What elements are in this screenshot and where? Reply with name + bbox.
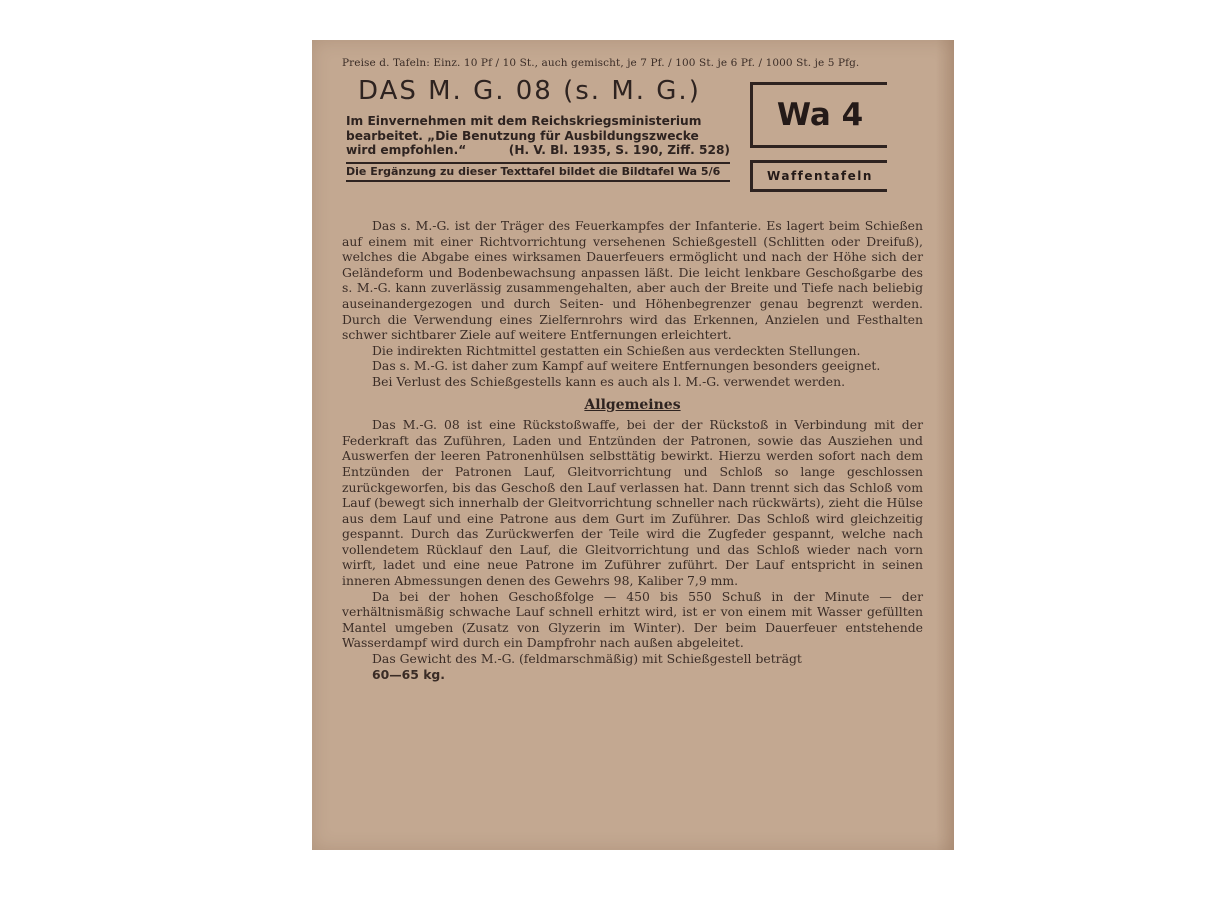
intro-paragraph-4: Bei Verlust des Schießgestells kann es auch als l. M.-G. verwendet werden. — [372, 373, 846, 389]
intro-paragraph-3: Das s. M.-G. ist daher zum Kampf auf weitere Entfernungen besonders geeignet. — [372, 358, 881, 374]
paper-edge-shadow — [936, 40, 954, 850]
document-sheet — [312, 40, 954, 850]
weight-value: 60—65 kg. — [372, 666, 446, 682]
approval-note — [346, 114, 730, 158]
approval-line-3-text: wird empfohlen.“ — [346, 143, 467, 157]
intro-paragraph-1: Das s. M.-G. ist der Träger des Feuerkampfes der Infanterie. Es lagert beim Schießen auf einem mit einer Richtvorrichtung versehenen Schießgestell (Schlitten oder Dreifuß), welches die Abgabe eines wirksamen Dauerfeuers ermöglicht und nach der Höhe sich der Geländeform und Bodenbewachsung anpassen läßt. Die leicht lenkbare Geschoßgarbe des s. M.-G. kann zuverlässig zusammengehalten, aber auch der Breite und Tiefe nach beliebig auseinandergezogen und durch Seiten- und Höhenbegrenzer genau begrenzt werden. Durch die Verwendung eines Zielfernrohrs wird das Erkennen, Anzielen und Festhalten schwer sichtbarer Ziele auf weitere Entfernungen erleichtert. — [342, 218, 923, 343]
approval-line-2: bearbeitet. „Die Benutzung für Ausbildungszwecke — [346, 128, 699, 143]
general-paragraph-2: Da bei der hohen Geschoßfolge — 450 bis 550 Schuß in der Minute — der verhältnismäßig schwache Lauf schnell erhitzt wird, ist er von einem mit Wasser gefüllten Mantel umgeben (Zusatz von Glyzerin im Winter). Der beim Dauerfeuer entstehende Wasserdampf wird durch ein Dampfrohr nach außen abgeleitet. — [342, 588, 923, 651]
approval-reference: (H. V. Bl. 1935, S. 190, Ziff. 528) — [508, 143, 730, 157]
general-paragraph-3: Das Gewicht des M.-G. (feldmarschmäßig) mit Schießgestell beträgt — [372, 651, 802, 667]
series-label: Waffentafeln — [750, 160, 887, 192]
supplement-note: Die Ergänzung zu dieser Texttafel bildet die Bildtafel Wa 5/6 — [346, 162, 730, 182]
approval-line-3 — [346, 143, 730, 158]
document-body — [342, 218, 923, 682]
price-line: Preise d. Tafeln: Einz. 10 Pf / 10 St., auch gemischt, je 7 Pf. / 100 St. je 6 Pf. / 1000 St. je 5 Pfg. — [342, 57, 860, 69]
section-heading: Allgemeines — [584, 396, 681, 413]
document-title: DAS M. G. 08 (s. M. G.) — [358, 76, 701, 106]
approval-line-1: Im Einvernehmen mit dem Reichskriegsministerium — [346, 114, 702, 128]
intro-paragraph-2: Die indirekten Richtmittel gestatten ein Schießen aus verdeckten Stellungen. — [372, 342, 861, 358]
general-paragraph-1: Das M.-G. 08 ist eine Rückstoßwaffe, bei der der Rückstoß in Verbindung mit der Federkraft das Zuführen, Laden und Entzünden der Patronen, sowie das Ausziehen und Auswerfen der leeren Patronenhülsen selbsttätig bewirkt. Hierzu werden sofort nach dem Entzünden der Patronen Lauf, Gleitvorrichtung und Schloß so lange geschlossen zurückgeworfen, bis das Geschoß den Lauf verlassen hat. Dann trennt sich das Schloß vom Lauf (bewegt sich innerhalb der Gleitvorrichtung schneller nach rückwärts), zieht die Hülse aus dem Lauf und eine Patrone aus dem Gurt im Zuführer. Das Schloß wird gleichzeitig gespannt. Durch das Zurückwerfen der Teile wird die Zugfeder gespannt, welche nach vollendetem Rücklauf den Lauf, die Gleitvorrichtung und das Schloß wieder nach vorn wirft, ladet und eine neue Patrone im Zuführer zuführt. Der Lauf entspricht in seinen inneren Abmessungen denen des Gewehrs 98, Kaliber 7,9 mm. — [342, 417, 923, 589]
plate-number-badge: Wa 4 — [750, 82, 887, 148]
